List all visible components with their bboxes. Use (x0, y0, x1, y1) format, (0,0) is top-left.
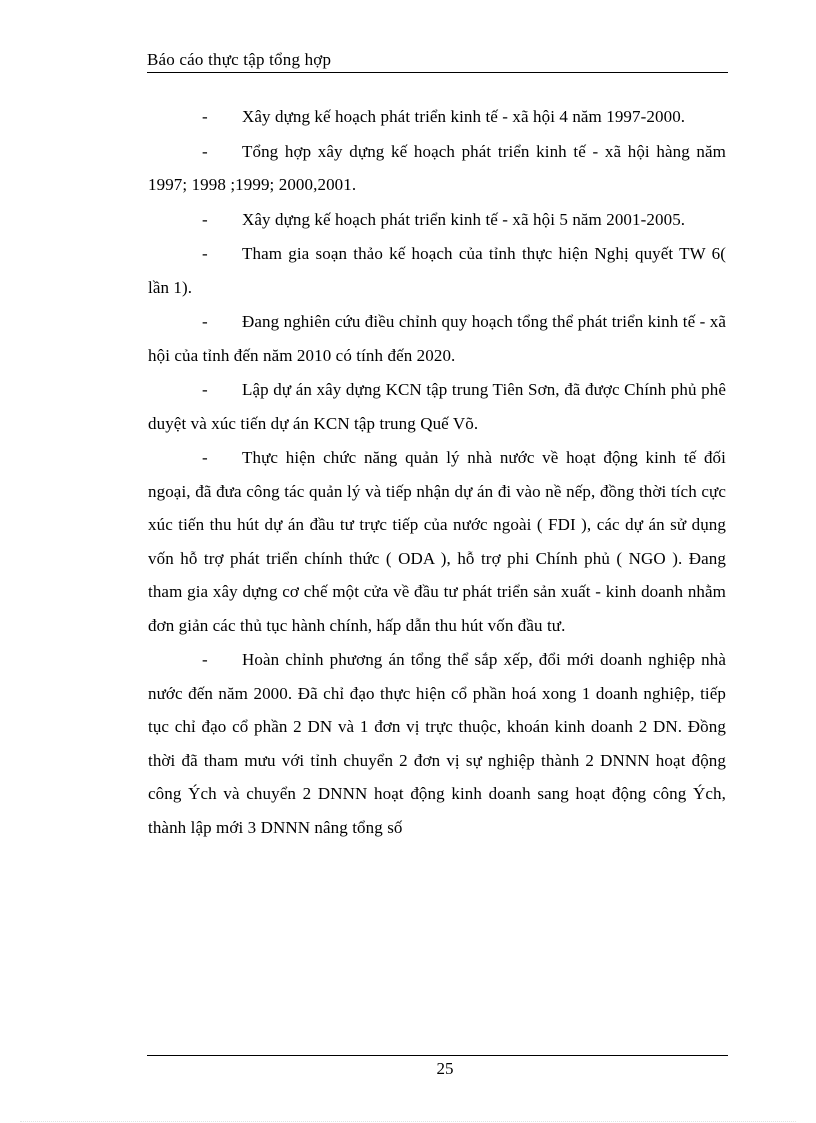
page-number: 25 (436, 1059, 454, 1078)
paragraph-text: Hoàn chỉnh phương án tổng thể sắp xếp, đổi mới doanh nghiệp nhà nước đến năm 2000. Đã chỉ đạo thực hiện cổ phần hoá xong 1 doanh nghiệp, tiếp tục chỉ đạo cổ phần 2 DN và 1 đơn vị trực thuộc, khoán kinh doanh 2 DN. Đồng thời đã tham mưu với tỉnh chuyển 2 đơn vị sự nghiệp thành 2 DNNN hoạt động công Ých và chuyển 2 DNNN hoạt động kinh doanh sang hoạt động công Ých, thành lập mới 3 DNNN nâng tổng số (148, 650, 726, 837)
bullet-paragraph-1 (148, 100, 726, 135)
bullet-dash: - (202, 448, 208, 467)
bullet-paragraph-7 (148, 441, 726, 643)
bullet-dash: - (202, 380, 208, 399)
bullet-dash: - (202, 209, 208, 229)
paragraph-text: Đang nghiên cứu điều chỉnh quy hoạch tổng thể phát triển kinh tế - xã hội của tỉnh đến năm 2010 có tính đến 2020. (148, 312, 726, 365)
paragraph-text: Tổng hợp xây dựng kế hoạch phát triển kinh tế - xã hội hàng năm 1997; 1998 ;1999; 2000,2001. (148, 141, 726, 194)
paragraph-text: Tham gia soạn thảo kế hoạch của tỉnh thực hiện Nghị quyết TW 6( lần 1). (148, 244, 726, 297)
bullet-paragraph-2 (148, 135, 726, 203)
bullet-dash: - (202, 107, 208, 126)
footer-rule (147, 1055, 728, 1056)
bullet-paragraph-4 (148, 237, 726, 305)
bullet-dash: - (202, 244, 208, 263)
bullet-paragraph-3 (148, 203, 726, 238)
bullet-paragraph-6 (148, 373, 726, 441)
page-header (147, 50, 728, 73)
page-bottom-edge (20, 1121, 796, 1122)
document-body (148, 100, 726, 845)
header-title: Báo cáo thực tập tổng hợp (147, 50, 332, 69)
paragraph-text: Xây dựng kế hoạch phát triển kinh tế - xã hội 4 năm 1997-2000. (242, 107, 686, 126)
paragraph-text: Xây dựng kế hoạch phát triển kinh tế - xã hội 5 năm 2001-2005. (242, 209, 686, 229)
bullet-dash: - (202, 650, 208, 669)
paragraph-text: Lập dự án xây dựng KCN tập trung Tiên Sơn, đã được Chính phủ phê duyệt và xúc tiến dự án KCN tập trung Quế Võ. (148, 380, 726, 433)
bullet-paragraph-8 (148, 643, 726, 845)
bullet-dash: - (202, 141, 208, 161)
paragraph-text: Thực hiện chức năng quản lý nhà nước về hoạt động kinh tế đối ngoại, đã đưa công tác quản lý và tiếp nhận dự án đi vào nề nếp, đồng thời tích cực xúc tiến thu hút dự án đầu tư trực tiếp của nước ngoài ( FDI ), các dự án sử dụng vốn hỗ trợ phát triển chính thức ( ODA ), hỗ trợ phi Chính phủ ( NGO ). Đang tham gia xây dựng cơ chế một cửa về đầu tư phát triển sản xuất - kinh doanh nhằm đơn giản các thủ tục hành chính, hấp dẫn thu hút vốn đầu tư. (148, 448, 726, 635)
bullet-paragraph-5 (148, 305, 726, 373)
bullet-dash: - (202, 312, 208, 331)
